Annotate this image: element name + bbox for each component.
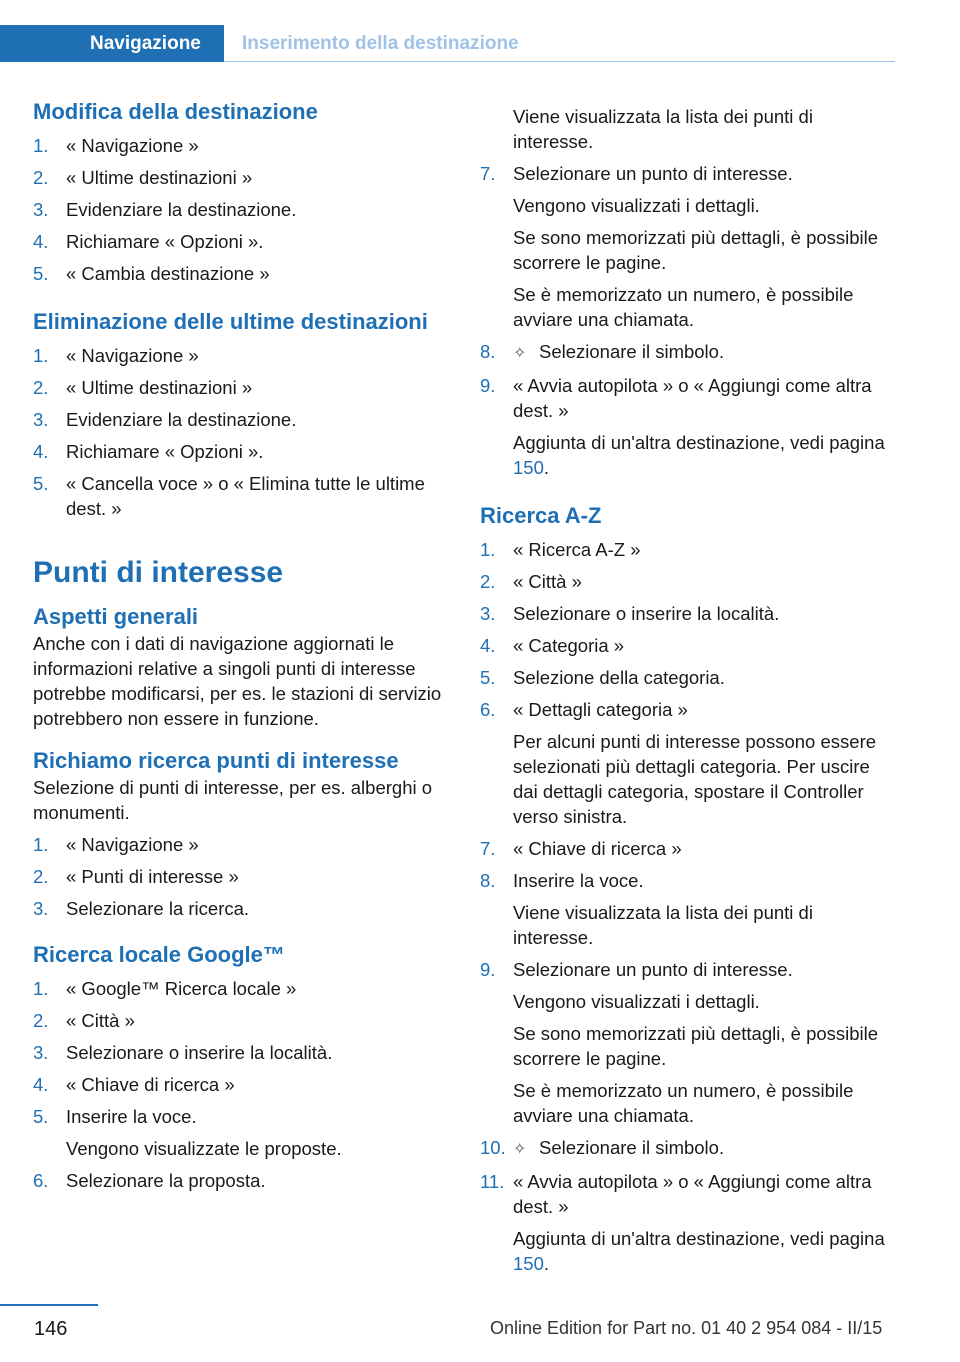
paragraph-richiamo: Selezione di punti di interesse, per es. alberghi o monumenti.	[33, 777, 433, 823]
list-item: 6. « Dettagli categoria » Per alcuni punti di interesse possono essere selezionati più dettagli categoria. Per uscire dai dettagli categoria, spostare il Controller verso sinistra.	[480, 697, 898, 829]
list-item: 1. « Ricerca A-Z »	[480, 539, 641, 560]
autopilot-symbol-icon: ✧	[513, 1141, 527, 1158]
list-item: 3. Selezionare o inserire la località.	[480, 603, 780, 624]
edition-note: Online Edition for Part no. 01 40 2 954 084 - II/15	[490, 1318, 883, 1338]
list-item-note: Vengono visualizzati i dettagli.	[513, 195, 760, 216]
list-item: 1. « Navigazione »	[33, 834, 199, 855]
section-title-richiamo: Richiamo ricerca punti di interesse	[33, 748, 399, 773]
left-column	[33, 98, 445, 1193]
section-title-ricerca-az: Ricerca A-Z	[480, 503, 602, 528]
autopilot-symbol-icon: ✧	[513, 345, 527, 362]
page-link[interactable]: 150	[513, 457, 544, 478]
list-item-note: Se sono memorizzati più dettagli, è possibile scorrere le pagine.	[513, 1023, 879, 1069]
paragraph-aspetti: Anche con i dati di navigazione aggiornati le informazioni relative a singoli punti di interesse potrebbe modificarsi, per es. le stazioni di servizio potrebbero non essere in funzione.	[33, 633, 442, 729]
list-item: 7. « Chiave di ricerca »	[480, 838, 682, 859]
chapter-title: Punti di interesse	[33, 556, 284, 589]
list-item: 2. « Città »	[480, 571, 582, 592]
list-item: 11. « Avvia autopilota » o « Aggiungi come altra dest. » Aggiunta di un'altra destinazione, vedi pagina 150.	[480, 1169, 898, 1276]
list-item: 5. « Cancella voce » o « Elimina tutte le ultime dest. »	[33, 473, 425, 519]
footer-rule	[0, 1304, 98, 1306]
list-item: 6. Selezionare la proposta.	[33, 1170, 266, 1191]
list-item: 2. « Città »	[33, 1010, 135, 1031]
section-title-aspetti: Aspetti generali	[33, 604, 199, 629]
list-item-note: Aggiunta di un'altra destinazione, vedi pagina 150.	[513, 1228, 885, 1274]
list-item: 10. ✧ Selezionare il simbolo.	[480, 1135, 898, 1162]
page-header	[0, 25, 895, 62]
list-item: 4. « Chiave di ricerca »	[33, 1074, 235, 1095]
list-item-note: Viene visualizzata la lista dei punti di interesse.	[513, 902, 813, 948]
list-item-note: Aggiunta di un'altra destinazione, vedi pagina 150.	[513, 432, 885, 478]
list-item: 4. « Categoria »	[480, 635, 625, 656]
list-item: 1. « Google™ Ricerca locale »	[33, 978, 297, 999]
list-eliminazione	[33, 343, 445, 521]
list-item: 2. « Ultime destinazioni »	[33, 167, 253, 188]
list-item: 5. « Cambia destinazione »	[33, 263, 270, 284]
right-column	[480, 98, 898, 1276]
list-item: 4. Richiamare « Opzioni ».	[33, 231, 264, 252]
list-continued	[480, 161, 898, 480]
section-title-google: Ricerca locale Google™	[33, 942, 285, 967]
list-richiamo	[33, 832, 445, 921]
header-section-tab: Navigazione	[0, 25, 224, 62]
list-item: 3. Selezionare o inserire la località.	[33, 1042, 333, 1063]
list-item-note: Se sono memorizzati più dettagli, è possibile scorrere le pagine.	[513, 227, 879, 273]
list-item: 5. Selezione della categoria.	[480, 667, 725, 688]
list-item: 1. « Navigazione »	[33, 135, 199, 156]
list-item: 9. Selezionare un punto di interesse. Vengono visualizzati i dettagli. Se sono memorizzati più dettagli, è possibile scorrere le pagine. Se è memorizzato un numero, è possibile avviare una chiamata.	[480, 957, 898, 1128]
list-item-note: Vengono visualizzati i dettagli.	[513, 991, 760, 1012]
list-item: 1. « Navigazione »	[33, 345, 199, 366]
list-item: 2. « Punti di interesse »	[33, 866, 239, 887]
list-ricerca-az	[480, 537, 898, 1276]
list-item-note: Se è memorizzato un numero, è possibile avviare una chiamata.	[513, 284, 854, 330]
page-number: 146	[34, 1318, 68, 1340]
list-item: 3. Selezionare la ricerca.	[33, 898, 250, 919]
list-item: 3. Evidenziare la destinazione.	[33, 199, 297, 220]
list-item-note: Vengono visualizzate le proposte.	[66, 1138, 342, 1159]
list-item: 2. « Ultime destinazioni »	[33, 377, 253, 398]
list-modifica	[33, 133, 445, 286]
list-item-note: Per alcuni punti di interesse possono essere selezionati più dettagli categoria. Per uscire dai dettagli categoria, spostare il Controller verso sinistra.	[513, 731, 877, 827]
list-item: 5. Inserire la voce. Vengono visualizzate le proposte.	[33, 1104, 445, 1161]
header-subsection-tab: Inserimento della destinazione	[224, 25, 895, 62]
list-item: 8. Inserire la voce. Viene visualizzata la lista dei punti di interesse.	[480, 868, 898, 950]
list-item: 9. « Avvia autopilota » o « Aggiungi come altra dest. » Aggiunta di un'altra destinazione, vedi pagina 150.	[480, 373, 898, 480]
list-item: 3. Evidenziare la destinazione.	[33, 409, 297, 430]
section-title-eliminazione: Eliminazione delle ultime destinazioni	[33, 309, 428, 334]
list-item: 7. Selezionare un punto di interesse. Vengono visualizzati i dettagli. Se sono memorizzati più dettagli, è possibile scorrere le pagine. Se è memorizzato un numero, è possibile avviare una chiamata.	[480, 161, 898, 332]
list-item: 4. Richiamare « Opzioni ».	[33, 441, 264, 462]
page-link[interactable]: 150	[513, 1253, 544, 1274]
section-title-modifica: Modifica della destinazione	[33, 99, 318, 124]
list-item: 8. ✧ Selezionare il simbolo.	[480, 339, 898, 366]
list-item-note: Se è memorizzato un numero, è possibile avviare una chiamata.	[513, 1080, 854, 1126]
list-google	[33, 976, 445, 1193]
continued-note: Viene visualizzata la lista dei punti di interesse.	[513, 106, 813, 152]
